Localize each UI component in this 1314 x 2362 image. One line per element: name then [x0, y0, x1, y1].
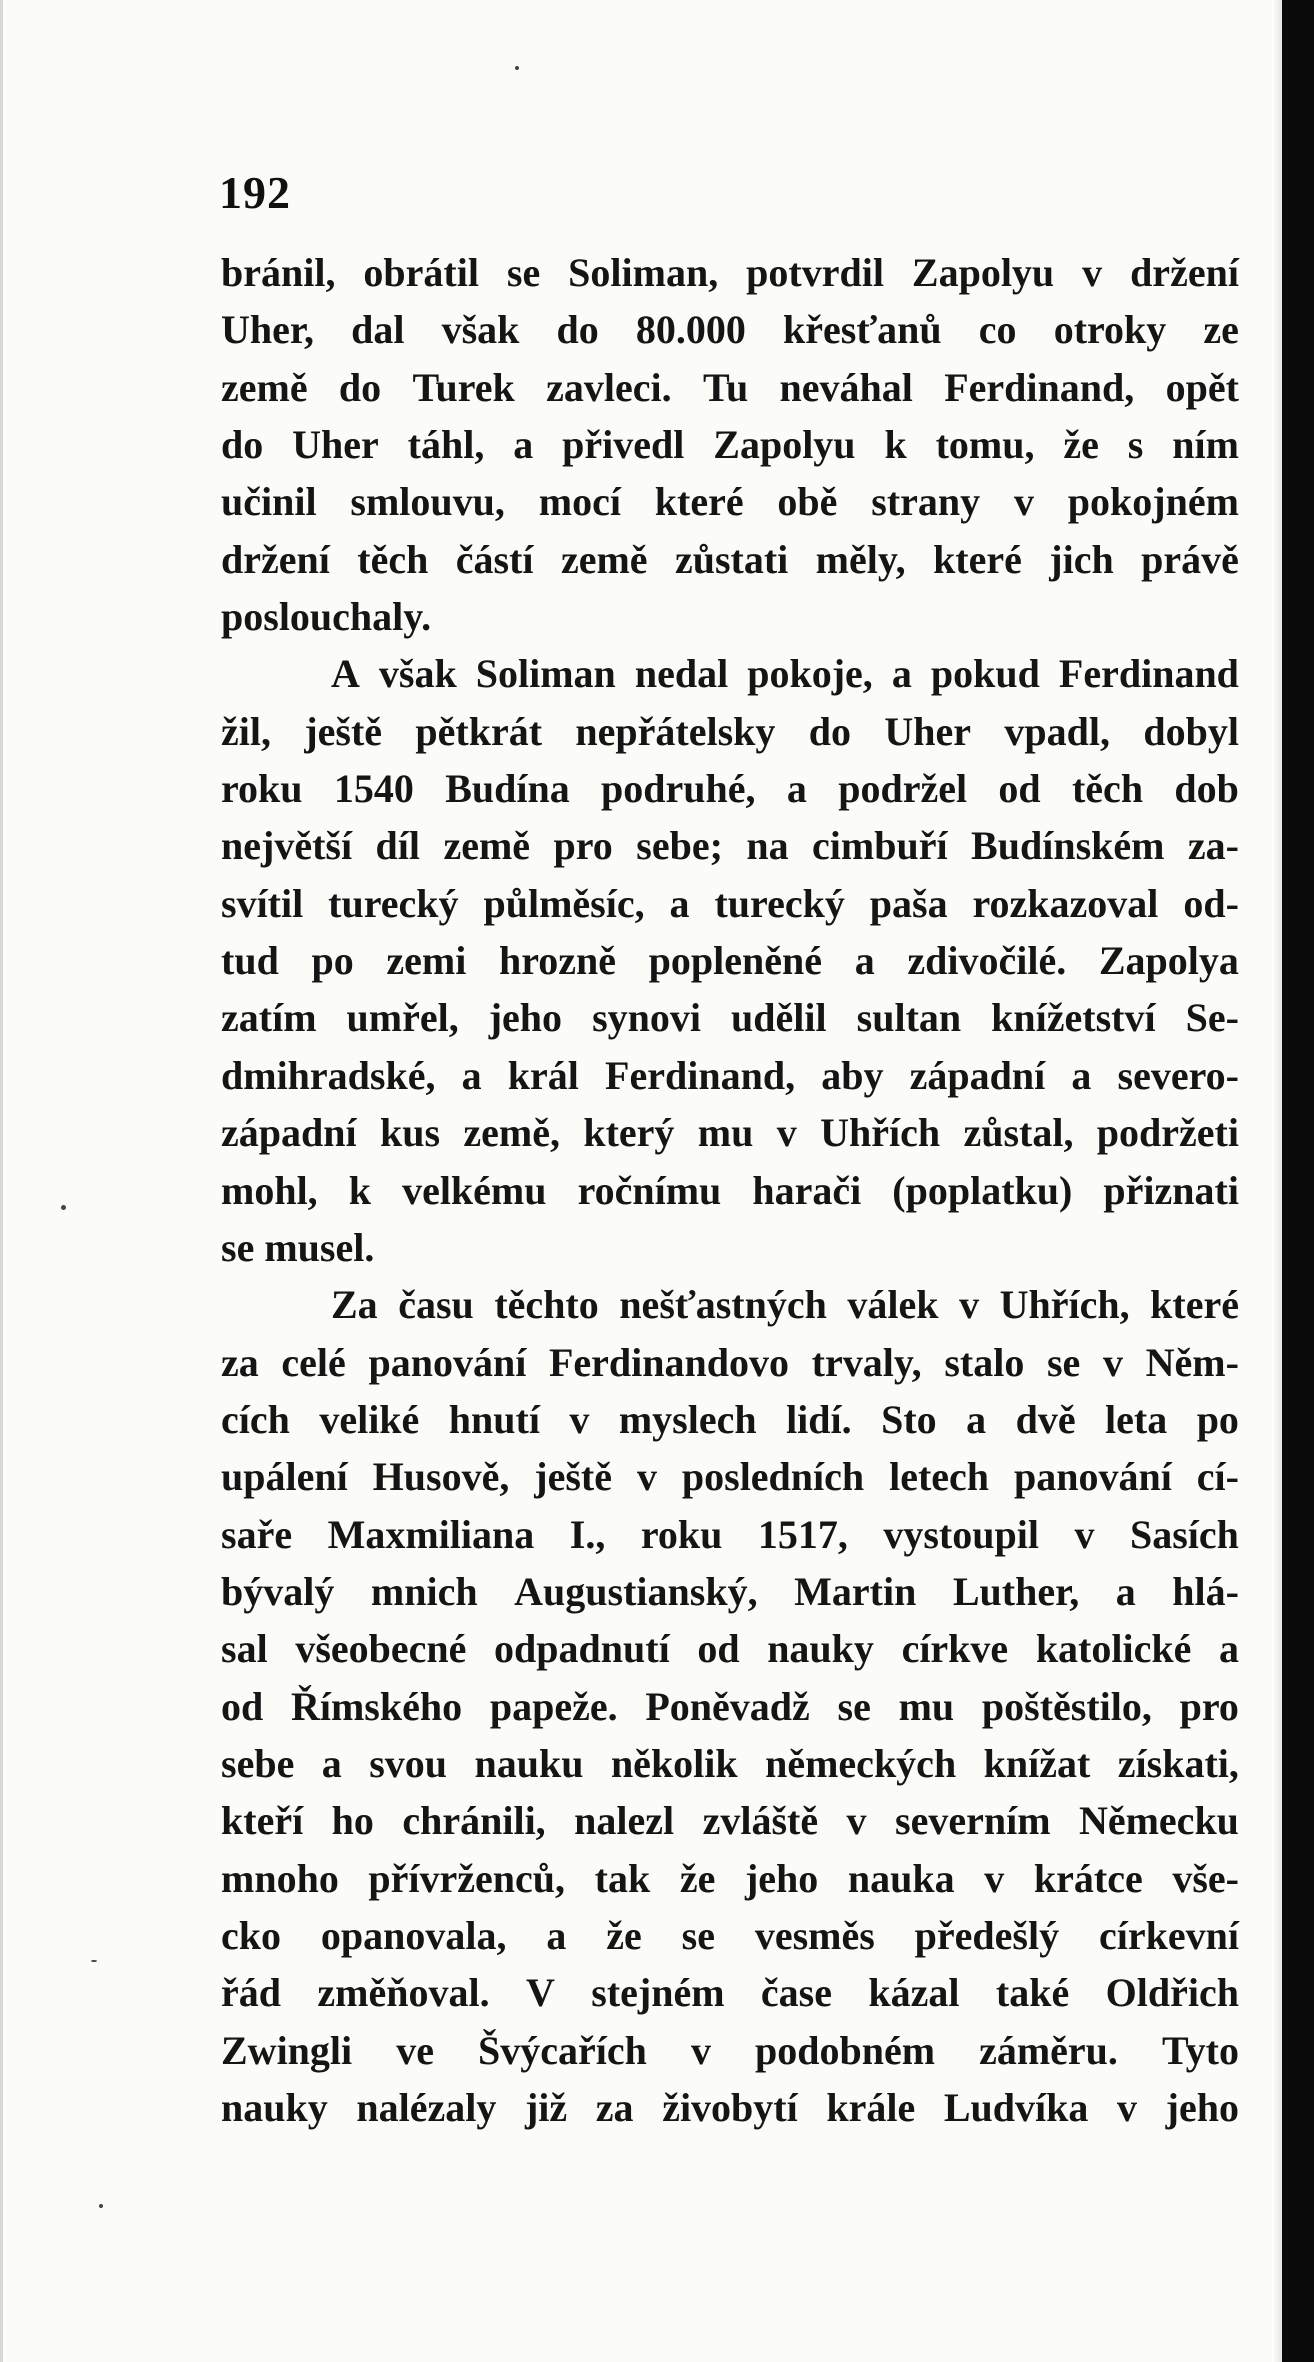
- text-line: držení těch částí země zůstati měly, které jich právě: [221, 536, 1239, 582]
- text-line: dmihradské, a král Ferdinand, aby západní a severo-: [221, 1052, 1239, 1098]
- text-line: poslouchaly.: [221, 594, 432, 640]
- text-line: západní kus země, který mu v Uhřích zůstal, podržeti: [221, 1110, 1239, 1156]
- text-line: bývalý mnich Augustianský, Martin Luther, a hlá-: [221, 1568, 1239, 1614]
- text-line: Uher, dal však do 80.000 křesťanů co otroky ze: [221, 307, 1239, 353]
- text-line: upálení Husově, ještě v posledních letech panování cí-: [221, 1454, 1239, 1500]
- text-line: cích veliké hnutí v myslech lidí. Sto a dvě leta po: [221, 1396, 1239, 1442]
- paper-speck: [99, 2204, 103, 2208]
- paper-speck: [91, 1960, 97, 1962]
- text-line: Za času těchto nešťastných válek v Uhřích, které: [331, 1282, 1239, 1328]
- page-gutter: [1272, 0, 1282, 2362]
- paper-speck: [515, 66, 519, 70]
- text-line: saře Maxmiliana I., roku 1517, vystoupil v Sasích: [221, 1511, 1239, 1557]
- text-line: mohl, k velkému ročnímu harači (poplatku) přiznati: [221, 1167, 1239, 1213]
- text-line: sebe a svou nauku několik německých knížat získati,: [221, 1740, 1239, 1786]
- text-line: bránil, obrátil se Soliman, potvrdil Zapolyu v držení: [221, 250, 1239, 295]
- text-line: mnoho přívrženců, tak že jeho nauka v krátce vše-: [221, 1855, 1239, 1901]
- text-line: A však Soliman nedal pokoje, a pokud Ferdinand: [331, 651, 1239, 697]
- text-line: řád změňoval. V stejném čase kázal také Oldřich: [221, 1970, 1239, 2016]
- text-line: nauky nalézaly již za živobytí krále Ludvíka v jeho: [221, 2085, 1239, 2130]
- page-number: 192: [219, 167, 291, 218]
- text-line: kteří ho chránili, nalezl zvláště v severním Německu: [221, 1798, 1239, 1844]
- text-line: žil, ještě pětkrát nepřátelsky do Uher vpadl, dobyl: [221, 708, 1239, 754]
- paper-speck: [61, 1205, 66, 1210]
- text-line: zatím umřel, jeho synovi udělil sultan knížetství Se-: [221, 995, 1239, 1041]
- text-line: tud po zemi hrozně popleněné a zdivočilé. Zapolya: [221, 938, 1239, 984]
- page-edge: [1282, 0, 1314, 2362]
- text-line: země do Turek zavleci. Tu neváhal Ferdinand, opět: [221, 364, 1239, 410]
- text-line: učinil smlouvu, mocí které obě strany v pokojném: [221, 479, 1239, 525]
- text-line: Zwingli ve Švýcařích v podobném záměru. Tyto: [221, 2027, 1239, 2073]
- text-line: sal všeobecné odpadnutí od nauky církve katolické a: [221, 1626, 1239, 1672]
- text-line: cko opanovala, a že se vesměs předešlý církevní: [221, 1912, 1239, 1958]
- text-line: svítil turecký půlměsíc, a turecký paša rozkazoval od-: [221, 880, 1239, 926]
- text-line: roku 1540 Budína podruhé, a podržel od těch dob: [221, 766, 1239, 812]
- text-line: největší díl země pro sebe; na cimbuří Budínském za-: [221, 823, 1239, 869]
- text-line: se musel.: [221, 1224, 375, 1270]
- body-text: [221, 244, 1239, 2136]
- text-line: do Uher táhl, a přivedl Zapolyu k tomu, že s ním: [221, 422, 1239, 468]
- text-line: od Římského papeže. Poněvadž se mu poštěstilo, pro: [221, 1683, 1239, 1729]
- text-line: za celé panování Ferdinandovo trvaly, stalo se v Něm-: [221, 1339, 1239, 1385]
